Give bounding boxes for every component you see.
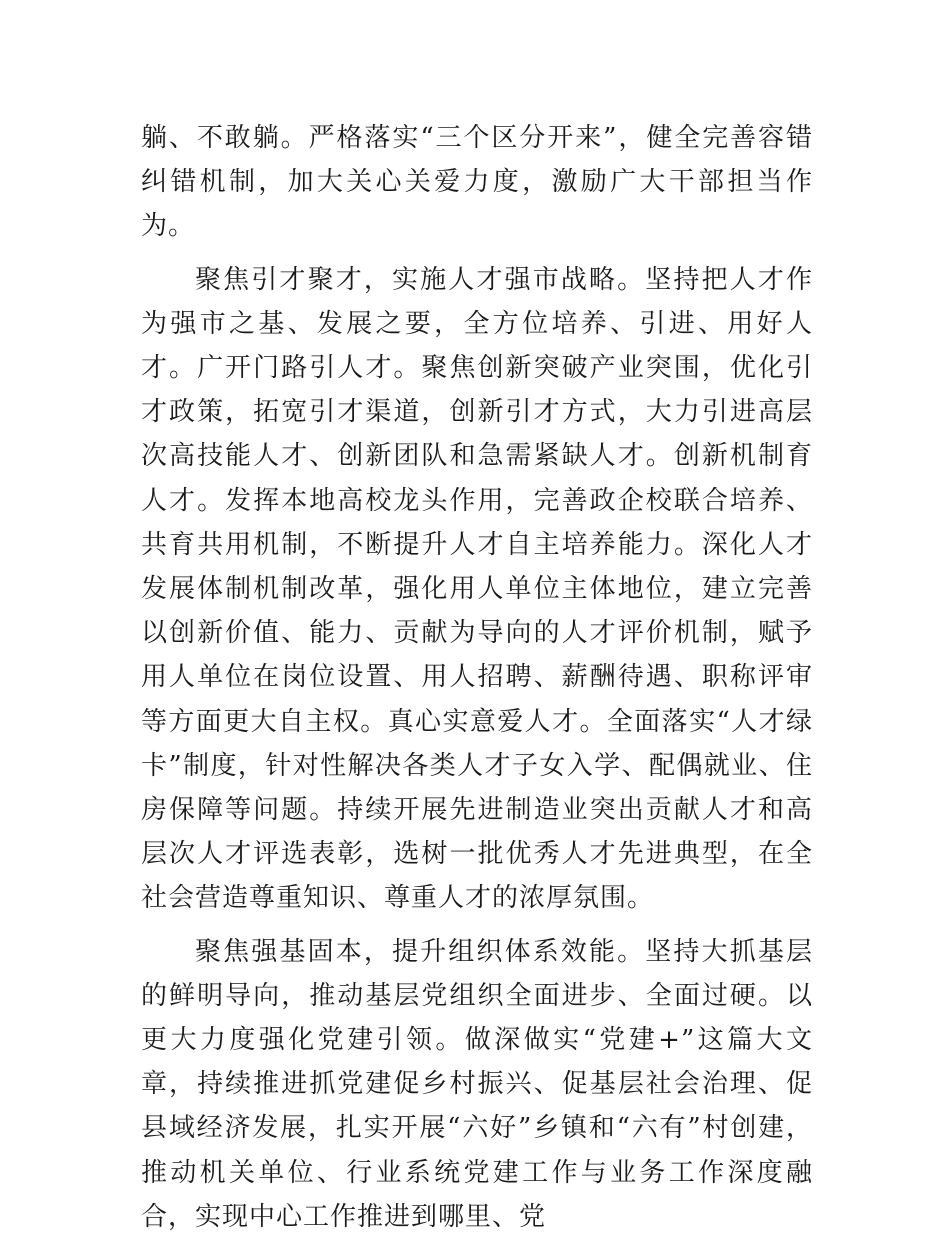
paragraph-organization-system: 聚焦强基固本，提升组织体系效能。坚持大抓基层的鲜明导向，推动基层党组织全面进步、全面过硬。以更大力度强化党建引领。做深做实“党建+”这篇大文章，持续推进抓党建促乡村振兴、促基层社会治理、促县域经济发展，扎实开展“六好”乡镇和“六有”村创建，推动机关单位、行业系统党建工作与业务工作深度融合，实现中心工作推进到哪里、党 xyxy=(141,936,813,1232)
paragraph-talent-strategy: 聚焦引才聚才，实施人才强市战略。坚持把人才作为强市之基、发展之要，全方位培养、引进、用好人才。广开门路引人才。聚焦创新突破产业突围，优化引才政策，拓宽引才渠道，创新引才方式，大力引进高层次高技能人才、创新团队和急需紧缺人才。创新机制育人才。发挥本地高校龙头作用，完善政企校联合培养、共育共用机制，不断提升人才自主培养能力。深化人才发展体制机制改革，强化用人单位主体地位，建立完善以创新价值、能力、贡献为导向的人才评价机制，赋予用人单位在岗位设置、用人招聘、薪酬待遇、职称评审等方面更大自主权。真心实意爱人才。全面落实“人才绿卡”制度，针对性解决各类人才子女入学、配偶就业、住房保障等问题。持续开展先进制造业突出贡献人才和高层次人才评选表彰，选树一批优秀人才先进典型，在全社会营造尊重知识、尊重人才的浓厚氛围。 xyxy=(141,264,813,914)
document-body xyxy=(141,116,813,1239)
paragraph-continuation: 躺、不敢躺。严格落实“三个区分开来”，健全完善容错纠错机制，加大关心关爱力度，激励广大干部担当作为。 xyxy=(141,123,813,242)
